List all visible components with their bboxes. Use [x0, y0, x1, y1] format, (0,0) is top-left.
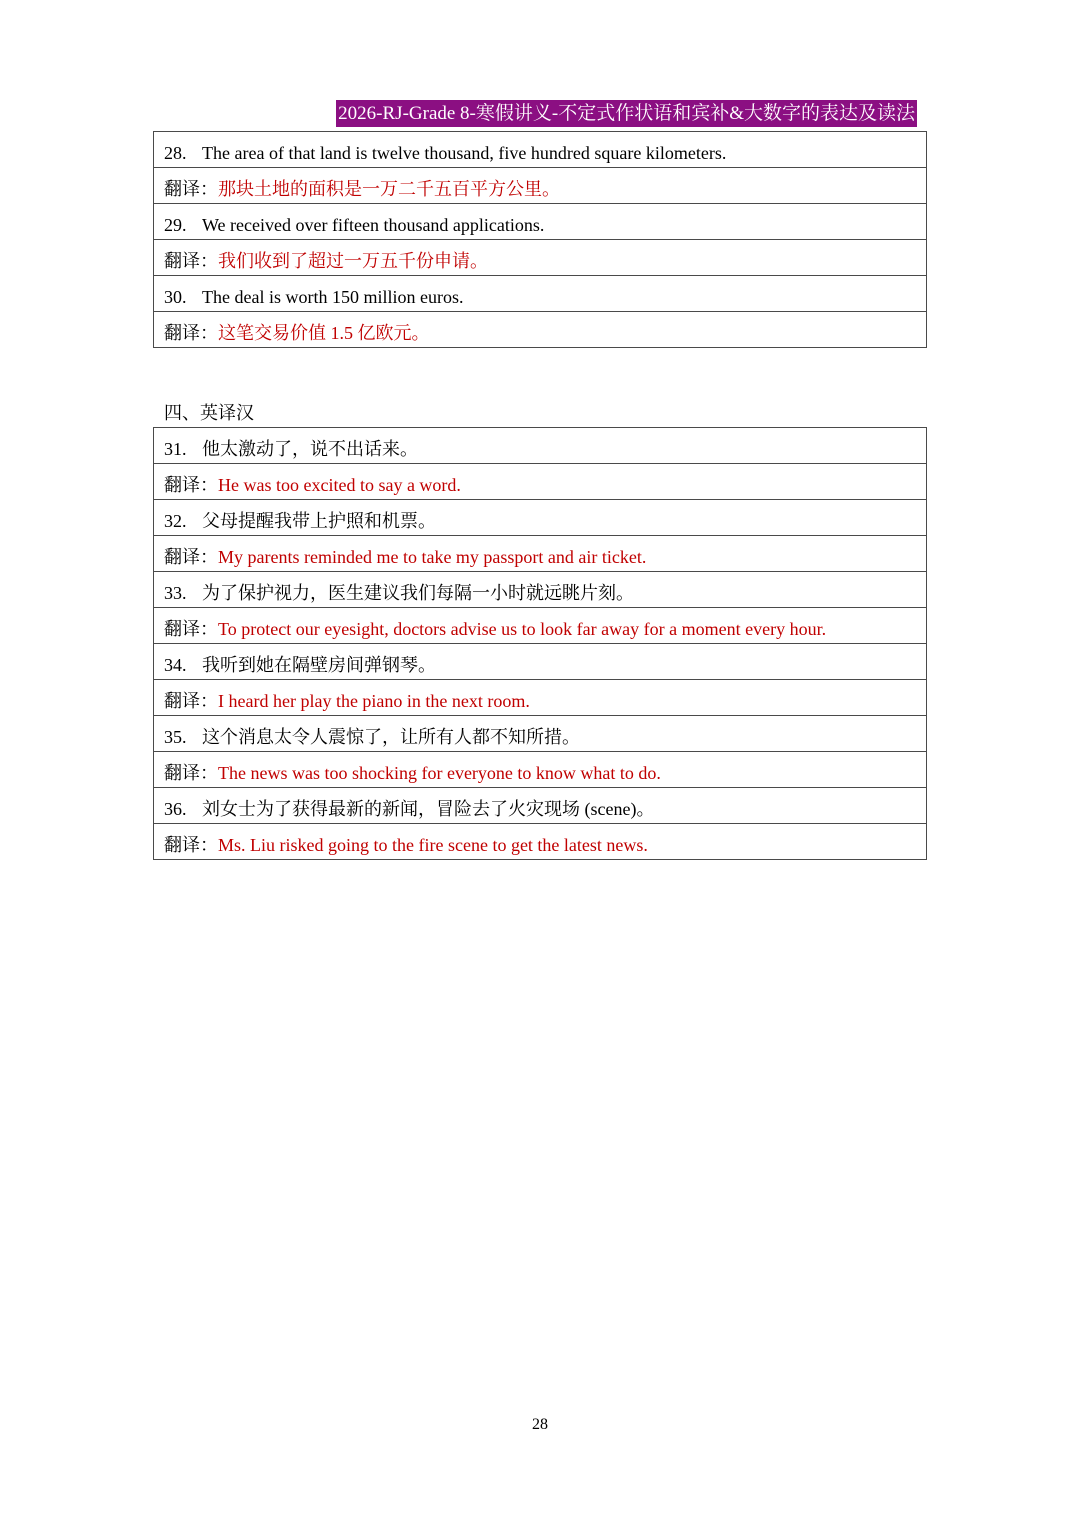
- translation-label: 翻译：: [164, 691, 218, 711]
- question-number: 33.: [164, 583, 187, 603]
- question-number: 29.: [164, 215, 187, 235]
- answer-text: 这笔交易价值 1.5 亿欧元。: [218, 323, 430, 343]
- translation-label: 翻译：: [164, 763, 218, 783]
- table-row: [154, 788, 927, 824]
- question-cell: [154, 500, 927, 536]
- question-cell: [154, 788, 927, 824]
- answer-text: My parents reminded me to take my passport and air ticket.: [218, 547, 647, 567]
- question-number: 30.: [164, 287, 187, 307]
- answer-text: The news was too shocking for everyone to know what to do.: [218, 763, 661, 783]
- table-row: [154, 204, 927, 240]
- table-row: [154, 680, 927, 716]
- table-row: [154, 276, 927, 312]
- page-number: 28: [532, 1416, 548, 1433]
- question-number: 32.: [164, 511, 187, 531]
- answer-text: To protect our eyesight, doctors advise us to look far away for a moment every hour.: [218, 619, 827, 639]
- table-row: [154, 312, 927, 348]
- header-banner: [336, 100, 917, 127]
- table-row: [154, 168, 927, 204]
- answer-cell: [154, 608, 927, 644]
- translation-label: 翻译：: [164, 251, 218, 271]
- question-number: 31.: [164, 439, 187, 459]
- question-cell: [154, 716, 927, 752]
- question-cell: [154, 204, 927, 240]
- header-title: 2026-RJ-Grade 8-寒假讲义-不定式作状语和宾补&大数字的表达及读法: [338, 103, 915, 124]
- table-row: [154, 824, 927, 860]
- translation-label: 翻译：: [164, 835, 218, 855]
- question-text: 这个消息太令人震惊了，让所有人都不知所措。: [202, 727, 580, 747]
- translation-label: 翻译：: [164, 547, 218, 567]
- question-cell: [154, 644, 927, 680]
- answer-text: 那块土地的面积是一万二千五百平方公里。: [218, 179, 560, 199]
- answer-text: Ms. Liu risked going to the fire scene to get the latest news.: [218, 835, 648, 855]
- answer-cell: [154, 312, 927, 348]
- answer-text: He was too excited to say a word.: [218, 475, 461, 495]
- answer-cell: [154, 168, 927, 204]
- table-row: [154, 572, 927, 608]
- question-text: 父母提醒我带上护照和机票。: [202, 511, 436, 531]
- answer-cell: [154, 536, 927, 572]
- question-number: 28.: [164, 143, 187, 163]
- translation-label: 翻译：: [164, 179, 218, 199]
- question-cell: [154, 428, 927, 464]
- question-number: 35.: [164, 727, 187, 747]
- question-cell: [154, 572, 927, 608]
- question-text: 我听到她在隔壁房间弹钢琴。: [202, 655, 436, 675]
- translation-label: 翻译：: [164, 323, 218, 343]
- answer-cell: [154, 240, 927, 276]
- question-cell: [154, 276, 927, 312]
- table-row: [154, 716, 927, 752]
- question-text: 为了保护视力，医生建议我们每隔一小时就远眺片刻。: [202, 583, 634, 603]
- question-cell: [154, 132, 927, 168]
- question-text: We received over fifteen thousand applications.: [202, 215, 545, 235]
- question-text: The deal is worth 150 million euros.: [202, 287, 464, 307]
- answer-text: I heard her play the piano in the next room.: [218, 691, 530, 711]
- question-number: 36.: [164, 799, 187, 819]
- question-text: 他太激动了，说不出话来。: [202, 439, 418, 459]
- table-row: [154, 644, 927, 680]
- table-row: [154, 240, 927, 276]
- table-row: [154, 536, 927, 572]
- translation-table-2: [153, 427, 927, 860]
- table-row: [154, 428, 927, 464]
- question-text: The area of that land is twelve thousand, five hundred square kilometers.: [202, 143, 727, 163]
- table-row: [154, 500, 927, 536]
- answer-cell: [154, 752, 927, 788]
- translation-table-1: [153, 131, 927, 348]
- translation-label: 翻译：: [164, 475, 218, 495]
- section-heading: 四、英译汉: [164, 403, 254, 423]
- answer-cell: [154, 680, 927, 716]
- table-row: [154, 464, 927, 500]
- question-text: 刘女士为了获得最新的新闻，冒险去了火灾现场 (scene)。: [202, 799, 655, 819]
- answer-cell: [154, 464, 927, 500]
- table-row: [154, 608, 927, 644]
- answer-cell: [154, 824, 927, 860]
- answer-text: 我们收到了超过一万五千份申请。: [218, 251, 488, 271]
- question-number: 34.: [164, 655, 187, 675]
- table-row: [154, 132, 927, 168]
- translation-label: 翻译：: [164, 619, 218, 639]
- table-row: [154, 752, 927, 788]
